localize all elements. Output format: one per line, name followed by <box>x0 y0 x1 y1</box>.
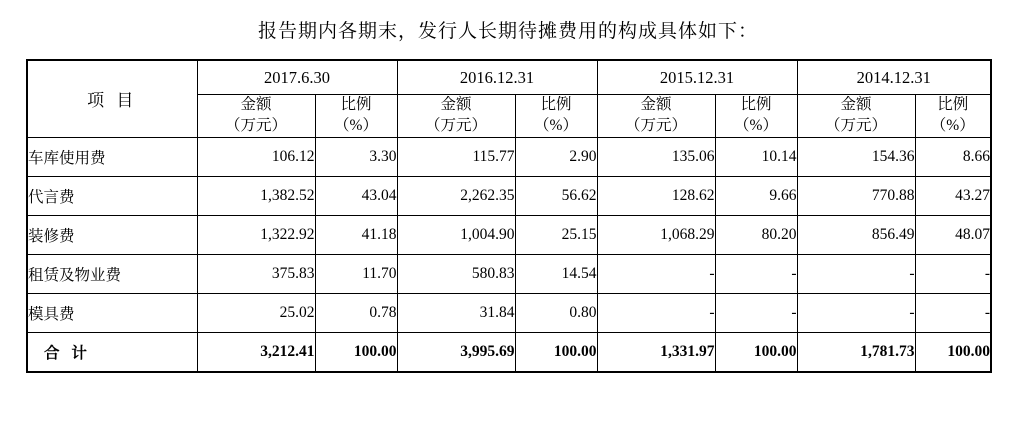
cell-value: - <box>797 254 915 293</box>
table-row <box>27 137 991 176</box>
cell-value: 2,262.35 <box>397 176 515 215</box>
total-value: 3,212.41 <box>197 332 315 372</box>
header-ratio-1-line1: 比例 <box>540 96 572 113</box>
total-value: 1,331.97 <box>597 332 715 372</box>
cell-value: 106.12 <box>197 137 315 176</box>
cell-value: 56.62 <box>515 176 597 215</box>
table-row <box>27 293 991 332</box>
cell-value: 1,382.52 <box>197 176 315 215</box>
header-amount-1-line2: （万元） <box>424 116 487 134</box>
cell-value: 11.70 <box>315 254 397 293</box>
cell-value: 25.02 <box>197 293 315 332</box>
cell-value: 9.66 <box>715 176 797 215</box>
total-value: 100.00 <box>515 332 597 372</box>
header-ratio-3 <box>915 95 991 138</box>
cell-value: 770.88 <box>797 176 915 215</box>
header-ratio-2 <box>715 95 797 138</box>
header-ratio-0 <box>315 95 397 138</box>
cell-value: 115.77 <box>397 137 515 176</box>
cell-value: - <box>915 254 991 293</box>
row-label: 装修费 <box>27 215 197 254</box>
row-label: 模具费 <box>27 293 197 332</box>
table-row <box>27 215 991 254</box>
cell-value: 8.66 <box>915 137 991 176</box>
total-value: 100.00 <box>715 332 797 372</box>
cell-value: 41.18 <box>315 215 397 254</box>
cell-value: 2.90 <box>515 137 597 176</box>
header-period-3: 2014.12.31 <box>797 60 991 95</box>
cell-value: 31.84 <box>397 293 515 332</box>
cell-value: 135.06 <box>597 137 715 176</box>
row-label: 租赁及物业费 <box>27 254 197 293</box>
cell-value: 3.30 <box>315 137 397 176</box>
cell-value: 80.20 <box>715 215 797 254</box>
header-ratio-0-line1: 比例 <box>340 96 372 113</box>
total-value: 100.00 <box>915 332 991 372</box>
table-row <box>27 254 991 293</box>
header-amount-1 <box>397 95 515 138</box>
header-ratio-3-line2: （%） <box>930 116 975 134</box>
row-label: 车库使用费 <box>27 137 197 176</box>
cell-value: 154.36 <box>797 137 915 176</box>
table-row <box>27 176 991 215</box>
header-period-0: 2017.6.30 <box>197 60 397 95</box>
cell-value: 43.04 <box>315 176 397 215</box>
total-value: 100.00 <box>315 332 397 372</box>
cell-value: - <box>715 254 797 293</box>
cell-value: - <box>915 293 991 332</box>
header-amount-3-line2: （万元） <box>824 116 887 134</box>
total-label: 合 计 <box>27 332 197 372</box>
header-amount-1-line1: 金额 <box>440 96 472 113</box>
cell-value: - <box>797 293 915 332</box>
header-amount-0-line1: 金额 <box>240 96 272 113</box>
cell-value: - <box>597 254 715 293</box>
page-title: 报告期内各期末，发行人长期待摊费用的构成具体如下： <box>257 20 758 42</box>
cell-value: 25.15 <box>515 215 597 254</box>
long-term-deferred-expenses-table <box>26 59 992 373</box>
row-label: 代言费 <box>27 176 197 215</box>
header-item: 项 目 <box>27 60 197 137</box>
header-amount-3 <box>797 95 915 138</box>
header-amount-2 <box>597 95 715 138</box>
cell-value: 48.07 <box>915 215 991 254</box>
cell-value: 0.80 <box>515 293 597 332</box>
cell-value: 580.83 <box>397 254 515 293</box>
header-period-1: 2016.12.31 <box>397 60 597 95</box>
header-amount-2-line2: （万元） <box>624 116 687 134</box>
total-value: 1,781.73 <box>797 332 915 372</box>
header-amount-0-line2: （万元） <box>224 116 287 134</box>
header-ratio-3-line1: 比例 <box>937 96 969 113</box>
cell-value: 856.49 <box>797 215 915 254</box>
cell-value: 1,068.29 <box>597 215 715 254</box>
cell-value: 10.14 <box>715 137 797 176</box>
table-total-row <box>27 332 991 372</box>
cell-value: 14.54 <box>515 254 597 293</box>
header-ratio-1 <box>515 95 597 138</box>
table-header-row-dates <box>27 60 991 95</box>
header-ratio-2-line1: 比例 <box>740 96 772 113</box>
header-ratio-1-line2: （%） <box>534 116 578 134</box>
cell-value: 0.78 <box>315 293 397 332</box>
header-ratio-2-line2: （%） <box>734 116 778 134</box>
cell-value: 43.27 <box>915 176 991 215</box>
cell-value: - <box>597 293 715 332</box>
total-value: 3,995.69 <box>397 332 515 372</box>
cell-value: - <box>715 293 797 332</box>
header-amount-3-line1: 金额 <box>840 96 872 113</box>
table-container <box>0 59 1016 373</box>
header-period-2: 2015.12.31 <box>597 60 797 95</box>
cell-value: 128.62 <box>597 176 715 215</box>
header-amount-2-line1: 金额 <box>640 96 672 113</box>
cell-value: 1,322.92 <box>197 215 315 254</box>
header-ratio-0-line2: （%） <box>334 116 378 134</box>
cell-value: 375.83 <box>197 254 315 293</box>
header-amount-0 <box>197 95 315 138</box>
cell-value: 1,004.90 <box>397 215 515 254</box>
